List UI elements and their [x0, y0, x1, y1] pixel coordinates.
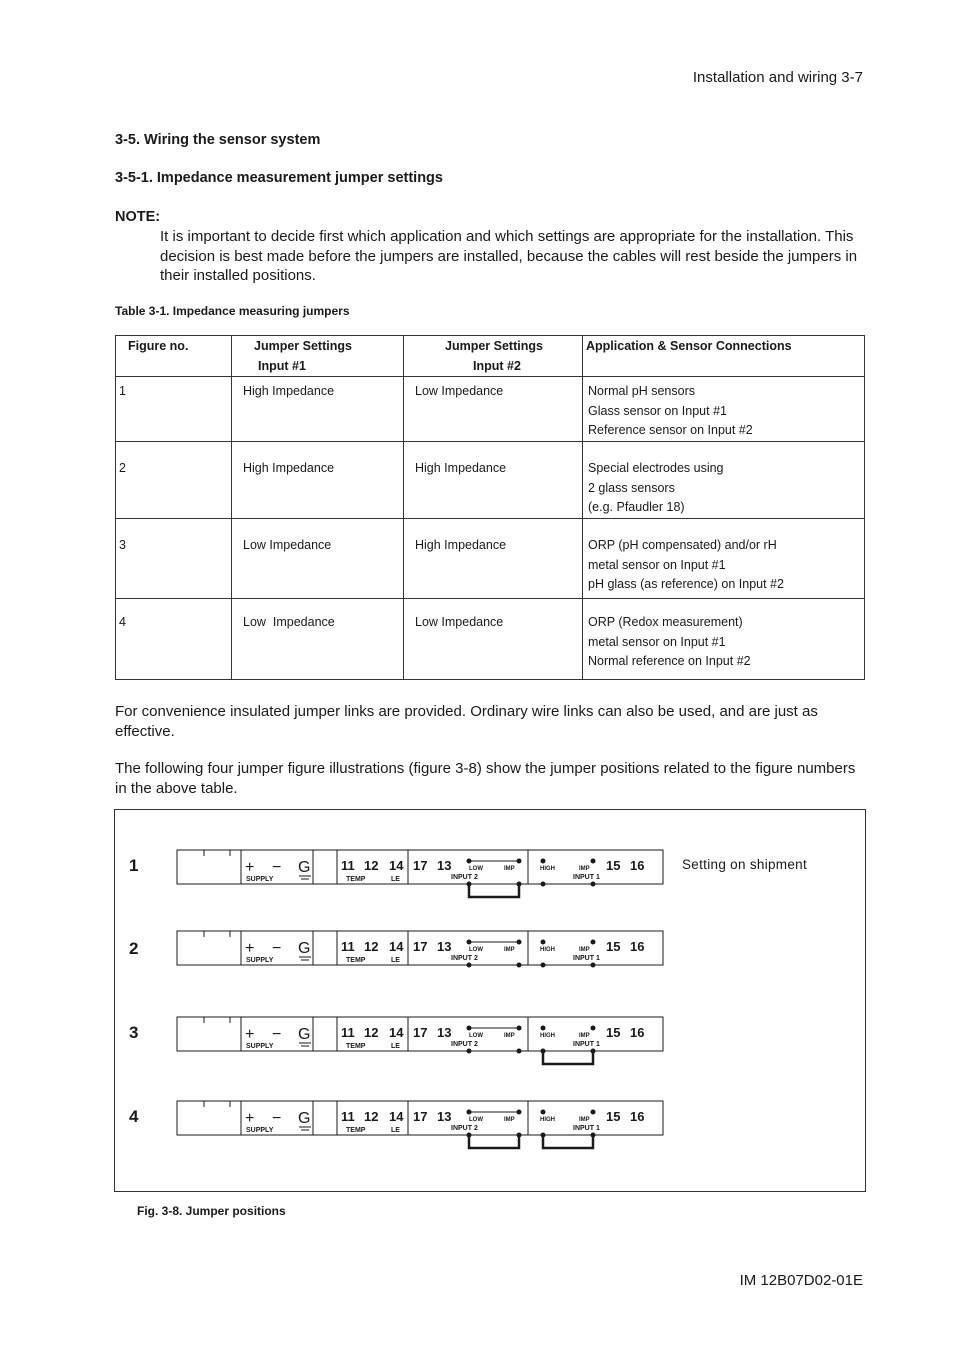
- label-high: HIGH: [540, 1117, 555, 1123]
- label-high: HIGH: [540, 947, 555, 953]
- label-input1: INPUT 1: [573, 955, 600, 962]
- terminal-minus: −: [272, 940, 282, 957]
- jumper-pin-bottom: [517, 963, 522, 968]
- terminal-plus: +: [245, 940, 255, 957]
- row2-figure: 2: [119, 461, 126, 475]
- label-high: HIGH: [540, 1033, 555, 1039]
- terminal-12: 12: [364, 858, 379, 873]
- label-imp: IMP: [504, 947, 515, 953]
- label-temp: TEMP: [346, 1043, 366, 1050]
- jumper-pin-bottom: [591, 882, 596, 887]
- label-imp: IMP: [579, 866, 590, 872]
- terminal-17: 17: [413, 1109, 428, 1124]
- terminal-minus: −: [272, 1110, 282, 1127]
- label-supply: SUPPLY: [246, 876, 274, 883]
- row4-input2: Low Impedance: [415, 615, 504, 629]
- row2-input1: High Impedance: [243, 461, 335, 475]
- terminal-17: 17: [413, 1025, 428, 1040]
- label-temp: TEMP: [346, 876, 366, 883]
- terminal-17: 17: [413, 939, 428, 954]
- label-le: LE: [391, 1127, 400, 1134]
- row1-input1: High Impedance: [243, 384, 335, 398]
- terminal-13: 13: [437, 858, 452, 873]
- terminal-14: 14: [389, 1025, 404, 1040]
- terminal-13: 13: [437, 1025, 452, 1040]
- strip-number-2: 2: [129, 939, 139, 958]
- row3-app-line3: pH glass (as reference) on Input #2: [588, 577, 784, 591]
- row2-app-line3: (e.g. Pfaudler 18): [588, 500, 685, 514]
- row1-input2: Low Impedance: [415, 384, 504, 398]
- terminal-14: 14: [389, 858, 404, 873]
- label-temp: TEMP: [346, 957, 366, 964]
- table-row: [116, 377, 865, 442]
- label-input2: INPUT 2: [451, 955, 478, 962]
- label-le: LE: [391, 1043, 400, 1050]
- label-imp: IMP: [579, 1117, 590, 1123]
- terminal-17: 17: [413, 858, 428, 873]
- label-le: LE: [391, 957, 400, 964]
- note-label: NOTE:: [115, 209, 161, 225]
- terminal-15: 15: [606, 858, 621, 873]
- terminal-14: 14: [389, 939, 404, 954]
- header-figure: Figure no.: [128, 339, 189, 353]
- header-input2-line1: Jumper Settings: [445, 339, 543, 353]
- terminal-minus: −: [272, 859, 282, 876]
- label-low: LOW: [469, 866, 483, 872]
- paragraph-figure-intro: The following four jumper figure illustrations (figure 3-8) show the jumper positions related to the figure numbers in the above table.: [115, 760, 856, 797]
- row4-app-line3: Normal reference on Input #2: [588, 654, 751, 668]
- jumper-pin-imp: [591, 1026, 596, 1031]
- label-input2: INPUT 2: [451, 1125, 478, 1132]
- figure-caption: Fig. 3-8. Jumper positions: [137, 1204, 286, 1218]
- terminal-13: 13: [437, 939, 452, 954]
- page-footer: IM 12B07D02-01E: [739, 1272, 863, 1289]
- terminal-12: 12: [364, 1025, 379, 1040]
- row1-figure: 1: [119, 384, 126, 398]
- label-input2: INPUT 2: [451, 874, 478, 881]
- terminal-plus: +: [245, 1026, 255, 1043]
- jumper-pin-high: [541, 1026, 546, 1031]
- strip-number-4: 4: [129, 1107, 139, 1126]
- row3-input1: Low Impedance: [243, 538, 332, 552]
- terminal-16: 16: [630, 939, 645, 954]
- jumper-pin-high: [541, 1110, 546, 1115]
- label-low: LOW: [469, 947, 483, 953]
- jumper-link-input1: [543, 1051, 593, 1064]
- row3-app-line1: ORP (pH compensated) and/or rH: [588, 538, 777, 552]
- label-input1: INPUT 1: [573, 1041, 600, 1048]
- row4-app-line1: ORP (Redox measurement): [588, 615, 743, 629]
- strip-number-1: 1: [129, 856, 139, 875]
- impedance-table: [115, 335, 865, 680]
- terminal-ground: G: [298, 940, 311, 957]
- terminal-11: 11: [341, 1025, 355, 1040]
- jumper-link-input2: [469, 1135, 519, 1148]
- label-imp: IMP: [504, 1033, 515, 1039]
- table-row: [116, 519, 865, 599]
- header-input2-line2: Input #2: [473, 358, 521, 373]
- terminal-15: 15: [606, 1025, 621, 1040]
- shipment-note: Setting on shipment: [682, 857, 808, 872]
- row3-app-line2: metal sensor on Input #1: [588, 557, 726, 572]
- row4-figure: 4: [119, 615, 126, 629]
- label-supply: SUPPLY: [246, 1043, 274, 1050]
- page-header: Installation and wiring 3-7: [692, 69, 863, 86]
- label-supply: SUPPLY: [246, 1127, 274, 1134]
- terminal-12: 12: [364, 939, 379, 954]
- jumper-pin-high: [541, 859, 546, 864]
- jumper-link-input2: [469, 884, 519, 897]
- jumper-pin-imp: [591, 859, 596, 864]
- row3-input2: High Impedance: [415, 538, 507, 552]
- paragraph-jumper-links: For convenience insulated jumper links are provided. Ordinary wire links can also be used, and are just as effective.: [115, 703, 818, 740]
- jumper-pin-bottom: [467, 963, 472, 968]
- jumper-pin-bottom: [541, 963, 546, 968]
- label-temp: TEMP: [346, 1127, 366, 1134]
- label-imp: IMP: [579, 947, 590, 953]
- note-body: It is important to decide first which application and which settings are appropriate for the installation. This decision is best made before the jumpers are installed, because the cables will rest beside the jumpers in their installed positions.: [160, 228, 858, 284]
- label-supply: SUPPLY: [246, 957, 274, 964]
- table-row: [116, 599, 865, 680]
- terminal-ground: G: [298, 859, 311, 876]
- label-imp: IMP: [579, 1033, 590, 1039]
- header-application: Application & Sensor Connections: [586, 339, 792, 353]
- terminal-minus: −: [272, 1026, 282, 1043]
- jumper-figure: [114, 809, 866, 1192]
- terminal-11: 11: [341, 939, 355, 954]
- label-imp: IMP: [504, 1117, 515, 1123]
- jumper-pin-imp: [591, 1110, 596, 1115]
- label-le: LE: [391, 876, 400, 883]
- jumper-pin-bottom: [541, 882, 546, 887]
- row3-figure: 3: [119, 538, 126, 552]
- subsection-title: 3-5-1. Impedance measurement jumper settings: [115, 170, 443, 186]
- terminal-13: 13: [437, 1109, 452, 1124]
- terminal-plus: +: [245, 1110, 255, 1127]
- label-input2: INPUT 2: [451, 1041, 478, 1048]
- terminal-12: 12: [364, 1109, 379, 1124]
- label-imp: IMP: [504, 866, 515, 872]
- row2-app-line2: 2 glass sensors: [588, 480, 675, 495]
- jumper-pin-high: [541, 940, 546, 945]
- label-input1: INPUT 1: [573, 874, 600, 881]
- row2-input2: High Impedance: [415, 461, 507, 475]
- row4-app-line2: metal sensor on Input #1: [588, 634, 726, 649]
- row2-app-line1: Special electrodes using: [588, 461, 724, 475]
- terminal-16: 16: [630, 1025, 645, 1040]
- terminal-15: 15: [606, 939, 621, 954]
- row1-app-line2: Glass sensor on Input #1: [588, 403, 727, 418]
- terminal-14: 14: [389, 1109, 404, 1124]
- table-row: [116, 442, 865, 519]
- jumper-pin-imp: [591, 940, 596, 945]
- terminal-15: 15: [606, 1109, 621, 1124]
- label-input1: INPUT 1: [573, 1125, 600, 1132]
- terminal-11: 11: [341, 858, 355, 873]
- jumper-link-input1: [543, 1135, 593, 1148]
- terminal-16: 16: [630, 1109, 645, 1124]
- table-caption: Table 3-1. Impedance measuring jumpers: [115, 304, 350, 318]
- jumper-pin-bottom: [591, 963, 596, 968]
- row1-app-line1: Normal pH sensors: [588, 384, 695, 398]
- terminal-strips: [115, 810, 675, 1191]
- label-low: LOW: [469, 1033, 483, 1039]
- header-input1-line1: Jumper Settings: [254, 339, 352, 353]
- label-low: LOW: [469, 1117, 483, 1123]
- table-header-row: [116, 336, 865, 377]
- terminal-plus: +: [245, 859, 255, 876]
- row1-app-line3: Reference sensor on Input #2: [588, 423, 753, 437]
- row4-input1: Low Impedance: [243, 615, 335, 629]
- jumper-pin-bottom: [517, 1049, 522, 1054]
- strip-number-3: 3: [129, 1023, 139, 1042]
- label-high: HIGH: [540, 866, 555, 872]
- terminal-ground: G: [298, 1026, 311, 1043]
- terminal-11: 11: [341, 1109, 355, 1124]
- header-input1-line2: Input #1: [258, 358, 306, 373]
- terminal-16: 16: [630, 858, 645, 873]
- terminal-ground: G: [298, 1110, 311, 1127]
- section-title: 3-5. Wiring the sensor system: [115, 132, 321, 148]
- jumper-pin-bottom: [467, 1049, 472, 1054]
